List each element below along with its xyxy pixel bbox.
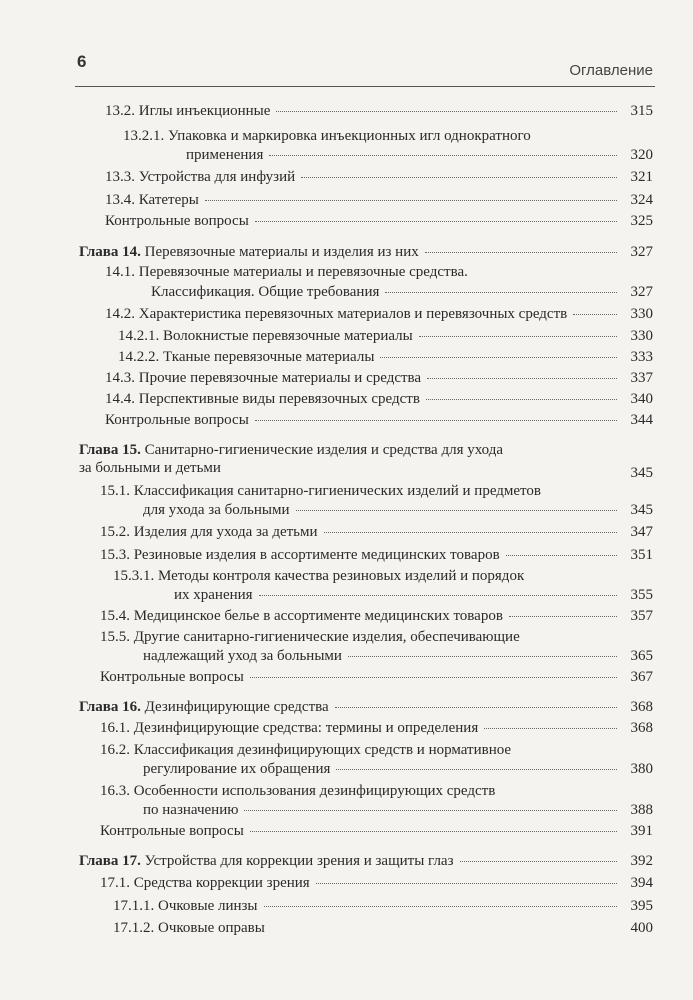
leader-dots bbox=[427, 378, 617, 379]
leader-dots bbox=[316, 883, 617, 884]
toc-entry-title: 14.1. Перевязочные материалы и перевязочные средства. bbox=[105, 264, 468, 280]
toc-entry bbox=[118, 347, 653, 368]
toc-entry-title: 15.3. Резиновые изделия в ассортименте медицинских товаров bbox=[100, 547, 500, 563]
toc-entry bbox=[105, 304, 653, 325]
leader-dots bbox=[296, 510, 617, 511]
leader-dots bbox=[255, 420, 617, 421]
toc-entry-title: 15.3.1. Методы контроля качества резиновых изделий и порядок bbox=[113, 568, 525, 584]
toc-page-number: 327 bbox=[630, 284, 653, 300]
leader-dots bbox=[348, 656, 617, 657]
toc-entry bbox=[143, 800, 653, 821]
toc-page-number: 391 bbox=[630, 823, 653, 839]
toc-entry-title: 16.3. Особенности использования дезинфицирующих средств bbox=[100, 783, 496, 799]
toc-chapter-page bbox=[540, 463, 653, 484]
toc-entry-title-cont: применения bbox=[186, 147, 264, 163]
leader-dots bbox=[264, 906, 617, 907]
leader-dots bbox=[509, 616, 617, 617]
chapter-label: Глава 14. bbox=[79, 244, 141, 260]
toc-entry bbox=[151, 282, 653, 303]
toc-entry bbox=[143, 759, 653, 780]
chapter-title: Санитарно-гигиенические изделия и средства для ухода bbox=[140, 442, 504, 458]
toc-page-number: 355 bbox=[630, 587, 653, 603]
toc-entry bbox=[186, 145, 653, 166]
toc-page-number: 380 bbox=[630, 761, 653, 777]
toc-entry bbox=[100, 606, 653, 627]
toc-page-number: 340 bbox=[630, 391, 653, 407]
leader-dots bbox=[335, 707, 617, 708]
leader-dots bbox=[269, 155, 617, 156]
toc-entry bbox=[105, 410, 653, 431]
leader-dots bbox=[276, 111, 617, 112]
toc-entry-title: 17.1.1. Очковые линзы bbox=[113, 898, 258, 914]
toc-page-number: 327 bbox=[630, 244, 653, 260]
toc-page-number: 368 bbox=[630, 699, 653, 715]
toc-entry-title: 16.1. Дезинфицирующие средства: термины и определения bbox=[100, 720, 479, 736]
toc-entry bbox=[105, 389, 653, 410]
toc-entry-title: 13.4. Катетеры bbox=[105, 192, 199, 208]
toc-entry bbox=[143, 500, 653, 521]
toc-page-number: 392 bbox=[630, 853, 653, 869]
toc-entry-title: 15.2. Изделия для ухода за детьми bbox=[100, 524, 318, 540]
toc-entry-title: 17.1.2. Очковые оправы bbox=[113, 920, 265, 936]
leader-dots bbox=[380, 357, 617, 358]
toc-page-number: 320 bbox=[630, 147, 653, 163]
toc-page-number: 330 bbox=[630, 306, 653, 322]
toc-entry bbox=[105, 101, 653, 122]
toc-entry-title: 13.3. Устройства для инфузий bbox=[105, 169, 296, 185]
toc-entry bbox=[105, 211, 653, 232]
toc-entry-title: 15.1. Классификация санитарно-гигиенических изделий и предметов bbox=[100, 483, 541, 499]
toc-page-number: 367 bbox=[630, 669, 653, 685]
toc-page-number: 388 bbox=[630, 802, 653, 818]
leader-dots bbox=[426, 399, 617, 400]
toc-entry bbox=[105, 167, 653, 188]
chapter-title: Перевязочные материалы и изделия из них bbox=[140, 244, 419, 260]
chapter-label: Глава 15. bbox=[79, 442, 141, 458]
toc-page-number: 357 bbox=[630, 608, 653, 624]
toc-chapter bbox=[79, 697, 653, 718]
toc-page-number: 368 bbox=[630, 720, 653, 736]
toc-entry-title: 14.4. Перспективные виды перевязочных средств bbox=[105, 391, 420, 407]
running-head: Оглавление bbox=[569, 62, 653, 79]
toc-entry-title-cont: по назначению bbox=[143, 802, 239, 818]
toc-entry-title: 16.2. Классификация дезинфицирующих средств и нормативное bbox=[100, 742, 512, 758]
leader-dots bbox=[506, 555, 617, 556]
toc-entry-title-cont: надлежащий уход за больными bbox=[143, 648, 342, 664]
leader-dots bbox=[425, 252, 617, 253]
leader-dots bbox=[573, 314, 617, 315]
toc-entry-title: 14.2.1. Волокнистые перевязочные материалы bbox=[118, 328, 413, 344]
leader-dots bbox=[336, 769, 617, 770]
chapter-title: Устройства для коррекции зрения и защиты глаз bbox=[140, 853, 454, 869]
leader-dots bbox=[250, 831, 617, 832]
toc-entry bbox=[143, 646, 653, 667]
toc-entry-title-cont: регулирование их обращения bbox=[143, 761, 331, 777]
leader-dots bbox=[460, 861, 617, 862]
toc-entry-title: 14.2.2. Тканые перевязочные материалы bbox=[118, 349, 375, 365]
leader-dots bbox=[250, 677, 617, 678]
toc-entry bbox=[105, 368, 653, 389]
toc-page-number: 395 bbox=[630, 898, 653, 914]
leader-dots bbox=[259, 595, 617, 596]
toc-page-number: 324 bbox=[630, 192, 653, 208]
leader-dots bbox=[205, 200, 617, 201]
toc-entry-title: 15.5. Другие санитарно-гигиенические изделия, обеспечивающие bbox=[100, 629, 520, 645]
toc-entry-title: 13.2. Иглы инъекционные bbox=[105, 103, 271, 119]
toc-page-number: 400 bbox=[630, 920, 653, 936]
toc-page-number: 351 bbox=[630, 547, 653, 563]
toc-entry bbox=[113, 896, 653, 917]
leader-dots bbox=[484, 728, 617, 729]
toc-entry-title: 13.2.1. Упаковка и маркировка инъекционных игл однократного bbox=[123, 128, 531, 144]
toc-page-number: 337 bbox=[630, 370, 653, 386]
toc-page-number: 330 bbox=[630, 328, 653, 344]
toc-entry-title: Контрольные вопросы bbox=[100, 669, 244, 685]
header-rule bbox=[75, 86, 655, 87]
toc-entry-title: Контрольные вопросы bbox=[105, 213, 249, 229]
toc-entry-title: 15.4. Медицинское белье в ассортименте медицинских товаров bbox=[100, 608, 503, 624]
chapter-label: Глава 16. bbox=[79, 699, 141, 715]
toc-page-number: 365 bbox=[630, 648, 653, 664]
leader-dots bbox=[301, 177, 617, 178]
toc-entry bbox=[113, 918, 653, 939]
toc-entry-title: Контрольные вопросы bbox=[100, 823, 244, 839]
chapter-label: Глава 17. bbox=[79, 853, 141, 869]
toc-entry-title: 14.2. Характеристика перевязочных материалов и перевязочных средств bbox=[105, 306, 568, 322]
toc-page-number: 345 bbox=[630, 465, 653, 481]
toc-entry bbox=[174, 585, 653, 606]
toc-entry-title-cont: Классификация. Общие требования bbox=[151, 284, 380, 300]
toc-entry bbox=[100, 718, 653, 739]
page-number: 6 bbox=[77, 52, 87, 71]
toc-page-number: 347 bbox=[630, 524, 653, 540]
toc-page-number: 344 bbox=[630, 412, 653, 428]
leader-dots bbox=[385, 292, 617, 293]
toc-page-number: 321 bbox=[630, 169, 653, 185]
chapter-title: Дезинфицирующие средства bbox=[140, 699, 329, 715]
toc-entry bbox=[100, 667, 653, 688]
toc-chapter bbox=[79, 851, 653, 872]
chapter-title-cont: за больными и детьми bbox=[79, 460, 221, 476]
toc-page-number: 325 bbox=[630, 213, 653, 229]
toc-entry bbox=[100, 821, 653, 842]
toc-entry bbox=[100, 545, 653, 566]
toc-page-number: 333 bbox=[630, 349, 653, 365]
toc-page-number: 315 bbox=[630, 103, 653, 119]
toc-entry bbox=[100, 522, 653, 543]
toc-entry-title: 14.3. Прочие перевязочные материалы и средства bbox=[105, 370, 422, 386]
toc-page-number: 394 bbox=[630, 875, 653, 891]
leader-dots bbox=[324, 532, 617, 533]
toc-entry-title: Контрольные вопросы bbox=[105, 412, 249, 428]
leader-dots bbox=[255, 221, 617, 222]
toc-entry-title-cont: для ухода за больными bbox=[143, 502, 290, 518]
toc-chapter bbox=[79, 242, 653, 263]
toc-entry bbox=[118, 326, 653, 347]
toc-entry bbox=[100, 873, 653, 894]
toc-entry-title: 17.1. Средства коррекции зрения bbox=[100, 875, 310, 891]
toc-entry bbox=[105, 190, 653, 211]
leader-dots bbox=[244, 810, 617, 811]
toc-page-number: 345 bbox=[630, 502, 653, 518]
toc-entry-title-cont: их хранения bbox=[174, 587, 253, 603]
leader-dots bbox=[419, 336, 617, 337]
